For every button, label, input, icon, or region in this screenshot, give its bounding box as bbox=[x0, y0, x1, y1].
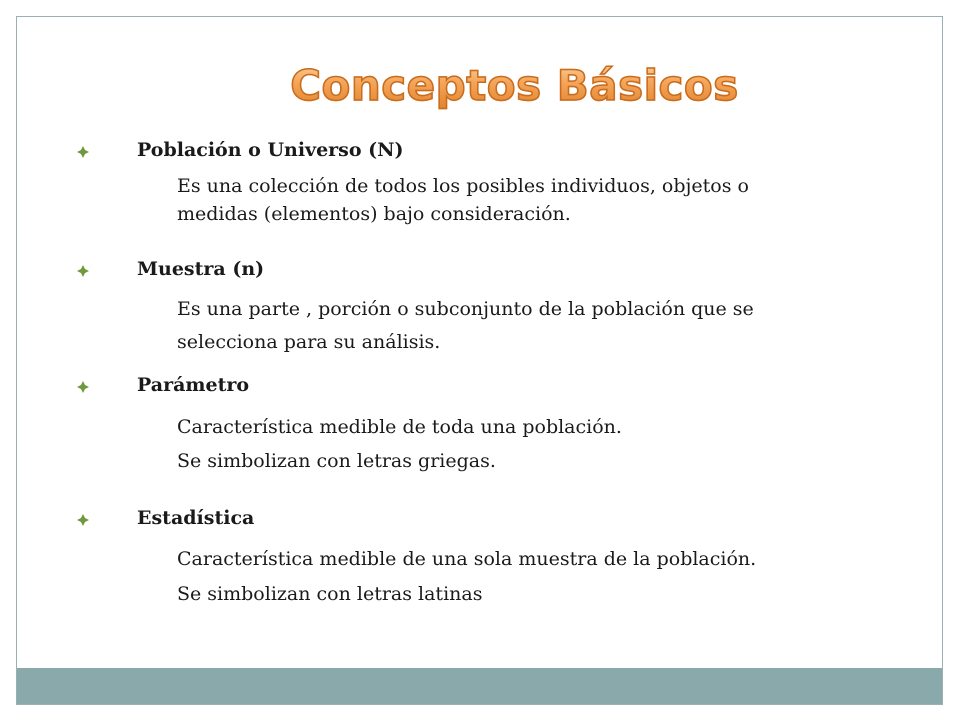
concept-description bbox=[177, 410, 897, 478]
description-line: Se simbolizan con letras griegas. bbox=[177, 450, 496, 472]
concept-heading: Muestra (n) bbox=[137, 258, 265, 280]
diamond-bullet-icon bbox=[77, 146, 89, 158]
concept-heading: Parámetro bbox=[137, 374, 250, 396]
description-line: Es una colección de todos los posibles individuos, objetos o bbox=[177, 175, 749, 197]
description-line: Es una parte , porción o subconjunto de la población que se bbox=[177, 298, 754, 320]
concept-heading: Población o Universo (N) bbox=[137, 139, 404, 161]
diamond-bullet-icon bbox=[77, 514, 89, 526]
slide bbox=[16, 16, 943, 705]
footer-band bbox=[17, 668, 942, 704]
description-line: selecciona para su análisis. bbox=[177, 331, 441, 353]
concept-description bbox=[177, 172, 897, 228]
slide-title: Conceptos Básicos bbox=[17, 61, 942, 110]
concept-heading: Estadística bbox=[137, 507, 255, 529]
description-line: Característica medible de una sola muestra de la población. bbox=[177, 548, 757, 570]
concept-description bbox=[177, 293, 897, 359]
concept-description bbox=[177, 542, 897, 612]
diamond-bullet-icon bbox=[77, 381, 89, 393]
description-line: Característica medible de toda una población. bbox=[177, 416, 622, 438]
description-line: medidas (elementos) bajo consideración. bbox=[177, 203, 571, 225]
diamond-bullet-icon bbox=[77, 265, 89, 277]
description-line: Se simbolizan con letras latinas bbox=[177, 583, 483, 605]
